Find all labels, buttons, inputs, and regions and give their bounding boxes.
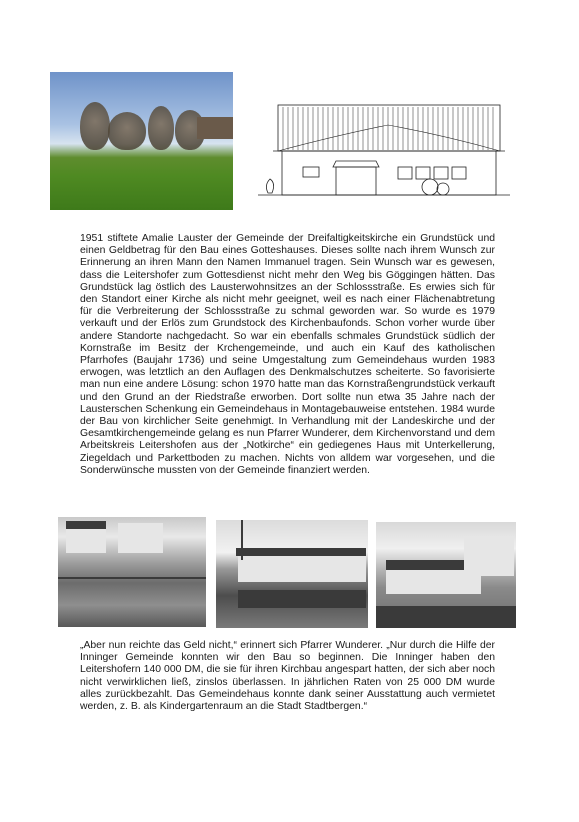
excavation-photo bbox=[58, 517, 206, 627]
history-paragraph-1: 1951 stiftete Amalie Lauster der Gemeinde der Dreifaltigkeitskirche ein Grundstück und einen Geldbetrag für den Bau eines Gotteshauses. Dieses sollte nach ihrem Wunsch zur Erinnerung an ihren Mann den Namen Immanuel tragen. Sein Wunsch war es gewesen, dass die Leitershofer zum Gottesdienst nicht mehr den Weg bis Göggingen hätten. Das Grundstück lag östlich des Lausterwohnsitzes an der Schlossstraße. Es erwies sich für den Standort einer Kirche als nicht mehr geeignet, weil es nach einer Flächenabtretung für die Verbreiterung der Schlossstraße zu schmal geworden war. So wurde es 1979 verkauft und der Erlös zum Grundstock des Kirchenbaufonds. Schon vorher wurde über andere Standorte nachgedacht. So war ein ebenfalls schmales Grundstück südlich der Kornstraße im Besitz der Krchengemeinde, und auch ein Kauf des katholischen Pfarrhofes (Baujahr 1736) und seine Umgestaltung zum Gemeindehaus wurden 1983 erwogen, was letztlich an den Auflagen des Denkmalschutzes scheiterte. So favorisierte man nun eine andere Lösung: schon 1970 hatte man das Kornstraßengrundstück verkauft und den Grund an der Riedstraße erworben. Dort sollte nun etwa 35 Jahre nach der Lausterschen Schenkung ein Gemeindehaus in Montagebauweise entstehen. 1984 wurde der Bau von kirchlicher Seite genehmigt. In Verhandlung mit der Landeskirche und der Gesamtkirchengemeinde gelang es nun Pfarrer Wunderer, dem Kirchenvorstand und dem Arbeitskreis Leitershofen aus der „Notkirche“ ein gediegenes Haus mit Unterkellerung, Ziegeldach und Parkettboden zu machen. Nichts von alldem war vorgesehen, und die Sonderwünsche mussten von der Gemeinde finanziert werden. bbox=[80, 233, 495, 476]
construction-photo bbox=[216, 520, 368, 628]
history-paragraph-2: „Aber nun reichte das Geld nicht,“ erinnert sich Pfarrer Wunderer. „Nur durch die Hilfe der Inninger Gemeinde konnten wir den Bau so beginnen. Die Inninger haben den Leitershofern 140 000 DM, die sie für ihren Kirchbau angespart hatten, der sich aber noch nicht verwirklichen ließ, zinslos überlassen. In jährlichen Raten von 25 000 DM wurde alles zurückbezahlt. Das Gemeindehaus konnte dank seiner Ausstattung auch vermietet werden, z. B. als Kindergartenraum an die Stadt Stadtbergen.“ bbox=[80, 640, 495, 713]
meadow-photo bbox=[50, 72, 233, 210]
finished-building-photo bbox=[376, 522, 516, 628]
building-elevation-drawing bbox=[248, 95, 513, 213]
